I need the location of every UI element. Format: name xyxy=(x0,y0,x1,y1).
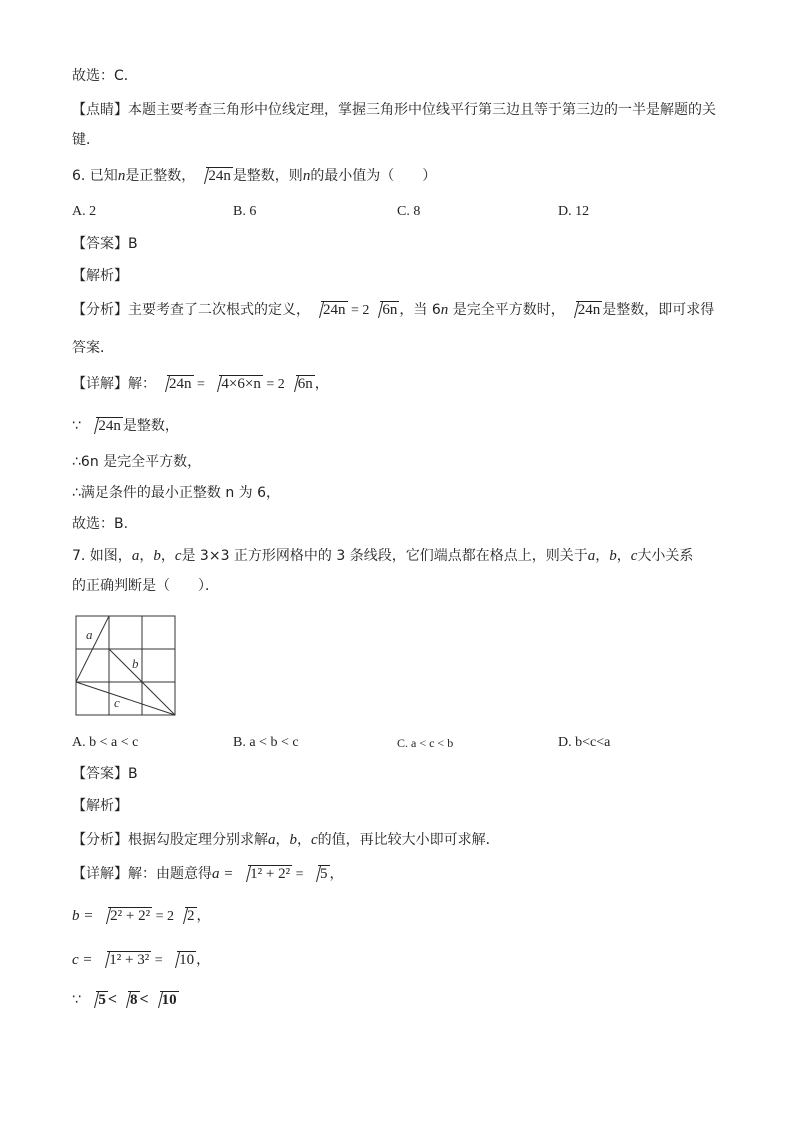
step-line: 故选：B. xyxy=(72,516,129,532)
step-line: ∴满足条件的最小正整数 n 为 6， xyxy=(72,485,281,501)
sqrt-expr: 4×6×n xyxy=(210,374,262,394)
answer-value: B xyxy=(128,236,138,252)
sqrt-expr: 24n xyxy=(197,166,233,186)
text-span: 的值，再比较大小即可求解． xyxy=(317,832,500,848)
sqrt-expr: 1² + 3² xyxy=(98,950,151,970)
math-text: = 2 xyxy=(347,303,370,318)
step-line: ∴6n 是完全平方数， xyxy=(72,454,202,470)
math-var: c xyxy=(311,832,318,848)
sqrt-expr: 24n xyxy=(87,416,123,436)
math-text: = xyxy=(292,867,307,882)
label-a: a xyxy=(86,627,93,642)
section-tag: 【答案】 xyxy=(72,766,128,782)
section-tag: 【详解】 xyxy=(72,866,128,882)
text-span: ， xyxy=(329,866,344,882)
text-span: 的最小值为（ ） xyxy=(310,168,437,184)
sqrt-expr: 24n xyxy=(312,300,348,320)
formula-b xyxy=(72,906,211,927)
because-symbol: ∵ xyxy=(72,418,81,434)
sqrt-expr: 24n xyxy=(567,300,603,320)
math-text: = xyxy=(193,377,209,392)
text-span: ， xyxy=(314,376,329,392)
sqrt-expr: 10 xyxy=(168,950,196,970)
math-text: = 2 xyxy=(262,377,285,392)
math-var: a xyxy=(587,548,596,564)
analysis-line xyxy=(72,300,714,321)
math-var: n xyxy=(117,168,126,184)
text-span: ， xyxy=(196,952,211,968)
math-text: a = xyxy=(212,866,238,882)
math-text: < xyxy=(107,991,117,1008)
section-tag: 【解析】 xyxy=(72,798,128,814)
text-line: 键． xyxy=(72,132,100,148)
text-span: ， xyxy=(196,908,211,924)
label-b: b xyxy=(132,656,139,671)
sqrt-expr: 5 xyxy=(309,864,330,884)
sqrt-expr: 24n xyxy=(158,374,194,394)
text-line: 答案． xyxy=(72,340,114,356)
option-b: B. a < b < c xyxy=(233,735,299,750)
math-var: c xyxy=(174,548,182,564)
math-var: b xyxy=(609,548,617,564)
text-span: 是 3×3 正方形网格中的 3 条线段，它们端点都在格点上，则关于 xyxy=(181,548,588,564)
option-a: A. b < a < c xyxy=(72,735,139,750)
because-symbol: ∵ xyxy=(72,992,81,1008)
question-7: 7. 如图，a，b，c是 3×3 正方形网格中的 3 条线段，它们端点都在格点上，则关于a，b，c大小关系 xyxy=(72,548,694,564)
math-var: b xyxy=(289,832,297,848)
option-c: C. 8 xyxy=(397,204,421,219)
sqrt-expr: 1² + 2² xyxy=(239,864,292,884)
math-var: n xyxy=(302,168,311,184)
text-span: 大小关系 xyxy=(637,548,694,564)
section-tag: 【答案】 xyxy=(72,236,128,252)
question-6 xyxy=(72,166,436,186)
section-tag: 【点睛】 xyxy=(72,102,128,118)
text-span: 主要考查了二次根式的定义， xyxy=(128,302,310,318)
sqrt-expr: 10 xyxy=(151,990,179,1010)
answer-value: B xyxy=(128,766,138,782)
section-tag: 【分析】 xyxy=(72,302,128,318)
option-b: B. 6 xyxy=(233,204,257,219)
detail-line xyxy=(72,374,329,395)
math-var: a xyxy=(131,548,140,564)
sqrt-expr: 8 xyxy=(119,990,140,1010)
math-text: = xyxy=(151,953,167,968)
text-span: 解：由题意得 xyxy=(128,866,212,882)
section-tag: 【分析】 xyxy=(72,832,128,848)
math-text: = 2 xyxy=(152,909,174,924)
math-text: c = xyxy=(72,952,97,968)
text-span: 解： xyxy=(128,376,156,392)
formula-c xyxy=(72,950,210,971)
section-tag: 【解析】 xyxy=(72,268,128,284)
sqrt-expr: 2² + 2² xyxy=(99,906,152,926)
grid-figure xyxy=(74,614,178,718)
text-span: 本题主要考查三角形中位线定理，掌握三角形中位线平行第三边且等于第三边的一半是解题的关 xyxy=(128,102,716,118)
sqrt-expr: 6n xyxy=(371,300,399,320)
sqrt-expr: 2 xyxy=(176,906,197,926)
text-span: 是整数， xyxy=(122,418,179,434)
math-text: < xyxy=(139,991,149,1008)
math-var: a xyxy=(268,832,276,848)
segment-c xyxy=(76,682,175,715)
comparison-line xyxy=(72,990,179,1010)
section-tag: 【详解】 xyxy=(72,376,128,392)
option-a: A. 2 xyxy=(72,204,97,219)
step-line xyxy=(72,416,179,436)
text-span: 根据勾股定理分别求解 xyxy=(128,832,268,848)
sqrt-expr: 5 xyxy=(87,990,108,1010)
answer-line xyxy=(72,764,138,784)
text-line: 故选：C． xyxy=(72,68,138,84)
analysis-line: 【分析】根据勾股定理分别求解a，b，c的值，再比较大小即可求解． xyxy=(72,832,500,848)
detail-line xyxy=(72,864,344,885)
text-span: 是完全平方数时， xyxy=(448,302,565,318)
text-span: 是整数，即可求得 xyxy=(602,302,715,318)
text-span: 是正整数， xyxy=(125,168,196,184)
math-text: b = xyxy=(72,908,98,924)
question-number: 7. 如图， xyxy=(72,548,132,564)
question-number: 6. 已知 xyxy=(72,168,118,184)
text-line xyxy=(72,100,716,120)
math-var: n xyxy=(440,302,449,318)
answer-line xyxy=(72,234,138,254)
math-var: c xyxy=(630,548,638,564)
label-c: c xyxy=(114,695,120,710)
math-var: b xyxy=(153,548,161,564)
text-span: ，当 6 xyxy=(399,302,441,318)
sqrt-expr: 6n xyxy=(287,374,315,394)
text-line: 的正确判断是（ ）． xyxy=(72,578,219,594)
text-span: 是整数，则 xyxy=(232,168,303,184)
option-d: D. b<c<a xyxy=(558,735,611,750)
option-c: C. a < c < b xyxy=(397,736,454,750)
option-d: D. 12 xyxy=(558,204,590,219)
